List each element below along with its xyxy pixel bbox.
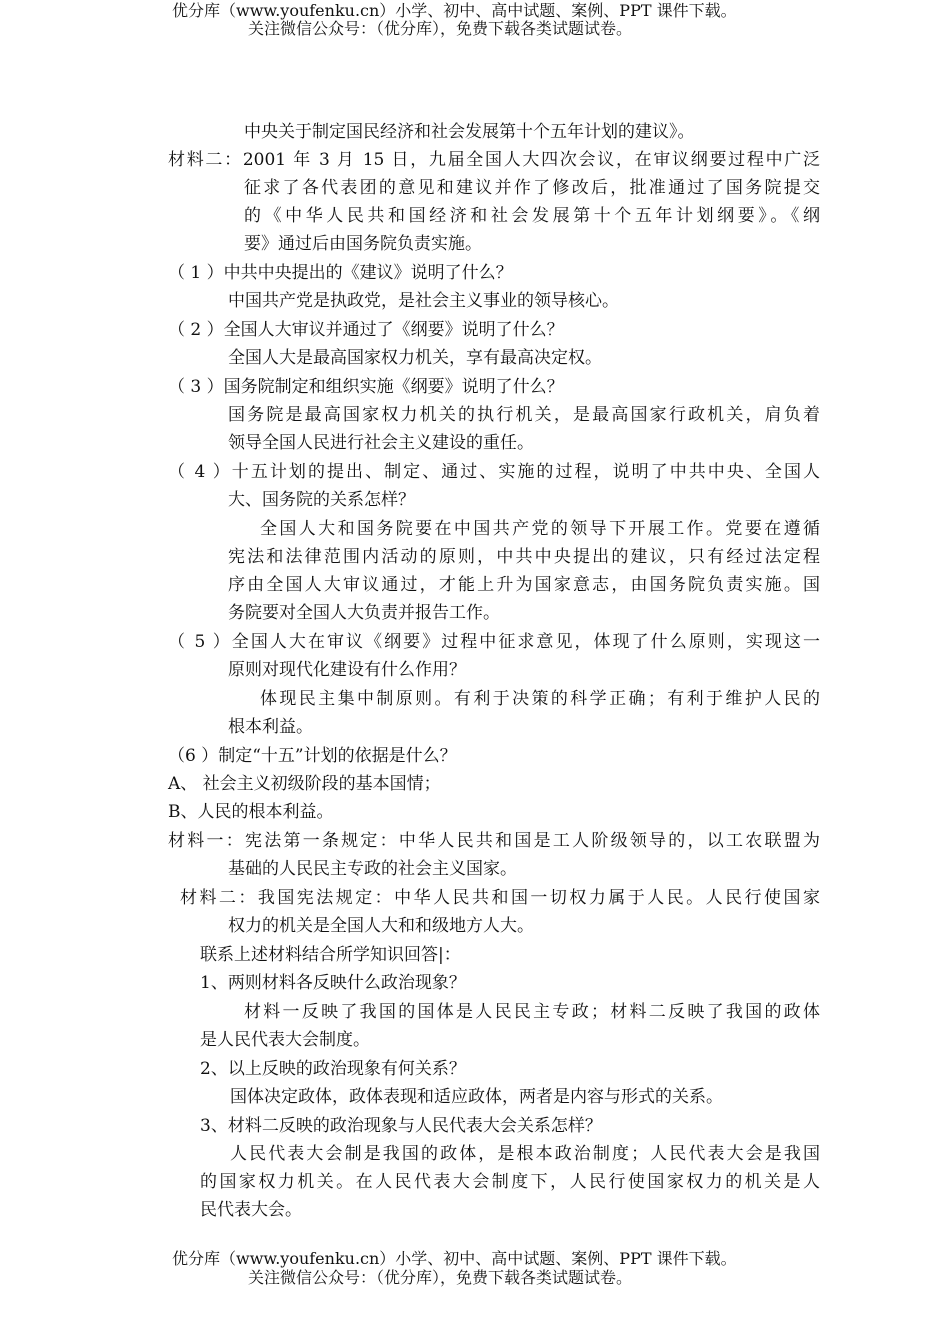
header-line-1: 优分库（www.youfenku.cn）小学、初中、高中试题、案例、PPT 课件下载。 [172, 1, 737, 20]
question-6: （6 ）制定“十五”计划的依据是什么？ [168, 746, 457, 766]
answer-2: 全国人大是最高国家权力机关，享有最高决定权。 [228, 348, 602, 368]
sub-answer-2: 国体决定政体，政体表现和适应政体，两者是内容与形式的关系。 [230, 1087, 723, 1107]
sub-answer-3-cont: 的国家权力机关。在人民代表大会制度下，人民行使国家权力的机关是人 [200, 1172, 820, 1192]
answer-6-a: A、 社会主义初级阶段的基本国情； [168, 774, 441, 794]
text-line: 征求了各代表团的意见和建议并作了修改后，批准通过了国务院提交 [244, 178, 820, 198]
sub-answer-1-cont: 是人民代表大会制度。 [200, 1030, 370, 1050]
question-4: （ 4 ）十五计划的提出、制定、通过、实施的过程，说明了中共中央、全国人 [168, 462, 820, 482]
answer-4-cont: 宪法和法律范围内活动的原则，中共中央提出的建议，只有经过法定程 [228, 547, 820, 567]
question-2: （ 2 ）全国人大审议并通过了《纲要》说明了什么？ [168, 320, 564, 340]
answer-5: 体现民主集中制原则。有利于决策的科学正确；有利于维护人民的 [260, 689, 820, 709]
text-line: 的《中华人民共和国经济和社会发展第十个五年计划纲要》。《纲 [244, 206, 820, 226]
sub-answer-1: 材料一反映了我国的国体是人民民主专政；材料二反映了我国的政体 [244, 1002, 820, 1022]
footer-line-2: 关注微信公众号：（优分库），免费下载各类试题试卷。 [248, 1268, 633, 1287]
question-5-cont: 原则对现代化建设有什么作用？ [228, 660, 466, 680]
material-two: 材料二：我国宪法规定：中华人民共和国一切权力属于人民。人民行使国家 [180, 888, 820, 908]
sub-answer-3: 人民代表大会制是我国的政体，是根本政治制度；人民代表大会是我国 [230, 1144, 820, 1164]
text-line: 中央关于制定国民经济和社会发展第十个五年计划的建议》。 [244, 122, 695, 142]
answer-1: 中国共产党是执政党，是社会主义事业的领导核心。 [228, 291, 619, 311]
question-5: （ 5 ）全国人大在审议《纲要》过程中征求意见，体现了什么原则，实现这一 [168, 632, 820, 652]
instruction: 联系上述材料结合所学知识回答|： [200, 945, 461, 965]
answer-4: 全国人大和国务院要在中国共产党的领导下开展工作。党要在遵循 [260, 519, 820, 539]
answer-4-cont: 务院要对全国人大负责并报告工作。 [228, 603, 500, 623]
sub-question-3: 3、材料二反映的政治现象与人民代表大会关系怎样？ [200, 1116, 602, 1136]
sub-question-2: 2、以上反映的政治现象有何关系？ [200, 1059, 466, 1079]
answer-5-cont: 根本利益。 [228, 717, 313, 737]
sub-question-1: 1、两则材料各反映什么政治现象？ [200, 973, 466, 993]
answer-3: 国务院是最高国家权力机关的执行机关，是最高国家行政机关，肩负着 [228, 405, 820, 425]
answer-6-b: B、人民的根本利益。 [168, 802, 334, 822]
answer-3-cont: 领导全国人民进行社会主义建设的重任。 [228, 433, 534, 453]
question-4-cont: 大、国务院的关系怎样？ [228, 490, 415, 510]
material-two-heading: 材料二：2001 年 3 月 15 日，九届全国人大四次会议，在审议纲要过程中广泛 [168, 150, 820, 170]
footer-line-1: 优分库（www.youfenku.cn）小学、初中、高中试题、案例、PPT 课件下载。 [172, 1249, 737, 1268]
text-line: 要》通过后由国务院负责实施。 [244, 234, 482, 254]
material-two-cont: 权力的机关是全国人大和和级地方人大。 [228, 916, 534, 936]
answer-4-cont: 序由全国人大审议通过，才能上升为国家意志，由国务院负责实施。国 [228, 575, 820, 595]
sub-answer-3-cont: 民代表大会。 [200, 1200, 302, 1220]
material-one-cont: 基础的人民民主专政的社会主义国家。 [228, 859, 517, 879]
question-1: （ 1 ）中共中央提出的《建议》说明了什么？ [168, 263, 513, 283]
question-3: （ 3 ）国务院制定和组织实施《纲要》说明了什么？ [168, 377, 564, 397]
header-line-2: 关注微信公众号：（优分库），免费下载各类试题试卷。 [248, 19, 633, 38]
material-one: 材料一：宪法第一条规定：中华人民共和国是工人阶级领导的，以工农联盟为 [168, 831, 820, 851]
